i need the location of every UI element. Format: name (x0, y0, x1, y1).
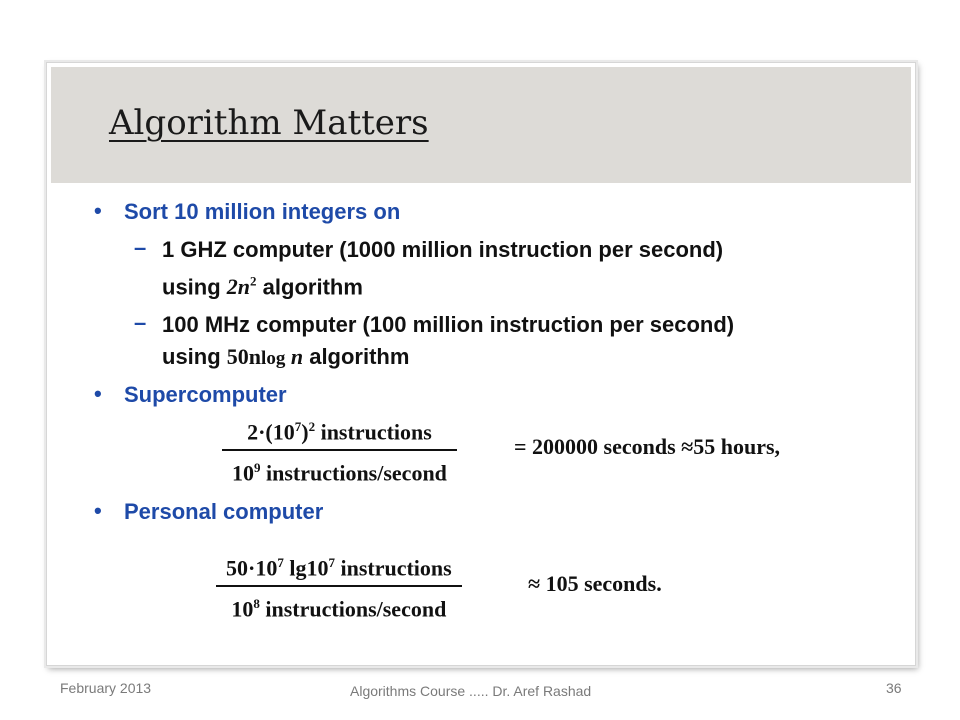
fraction-supercomputer (222, 412, 457, 489)
algo-2n2: $2n^2$ (226, 274, 257, 300)
sub-item-1ghz-line2 (162, 266, 723, 303)
bullet-dot: • (94, 381, 102, 406)
using-label: using (162, 344, 221, 369)
title-band (51, 67, 911, 183)
algo-50nlogn: 50nlog n (226, 344, 304, 369)
dash-marker: – (134, 310, 147, 335)
footer-date: February 2013 (60, 680, 152, 696)
denominator: $10^9$ instructions/second (232, 460, 447, 486)
fraction-bar (216, 585, 462, 587)
bullet-dot: • (94, 198, 102, 223)
bullet-personal: Personal computer (124, 499, 324, 524)
bullet-sort: Sort 10 million integers on (124, 199, 401, 224)
fraction-bar (222, 449, 457, 451)
sub-item-100mhz-line2 (162, 341, 734, 375)
equation-result: = 200000 seconds ≈55 hours, (514, 434, 781, 459)
dash-marker: – (134, 235, 147, 260)
denominator: $10^8$ instructions/second (231, 596, 447, 622)
sub-item-100mhz-line1: 100 MHz computer (100 million instruction per second) (162, 312, 735, 337)
bullet-dot: • (94, 498, 102, 523)
using-label: using (162, 274, 221, 300)
numerator: $2\cdot(10^7)^2$ instructions (247, 419, 432, 445)
algorithm-label: algorithm (262, 274, 363, 300)
sub-item-100mhz (162, 309, 734, 375)
sub-item-1ghz (162, 234, 723, 303)
footer-page-number: 36 (886, 680, 902, 696)
slide-title: Algorithm Matters (109, 103, 429, 143)
fraction-personal (216, 548, 462, 625)
numerator: $50\cdot 10^7$ $\lg 10^7$ instructions (226, 555, 452, 581)
equation-result: ≈ 105 seconds. (528, 571, 662, 596)
algorithm-label: algorithm (309, 344, 410, 369)
bullet-supercomputer: Supercomputer (124, 382, 287, 407)
footer-course: Algorithms Course ..... Dr. Aref Rashad (350, 683, 592, 699)
sub-item-1ghz-line1: 1 GHZ computer (1000 million instruction per second) (162, 237, 724, 262)
